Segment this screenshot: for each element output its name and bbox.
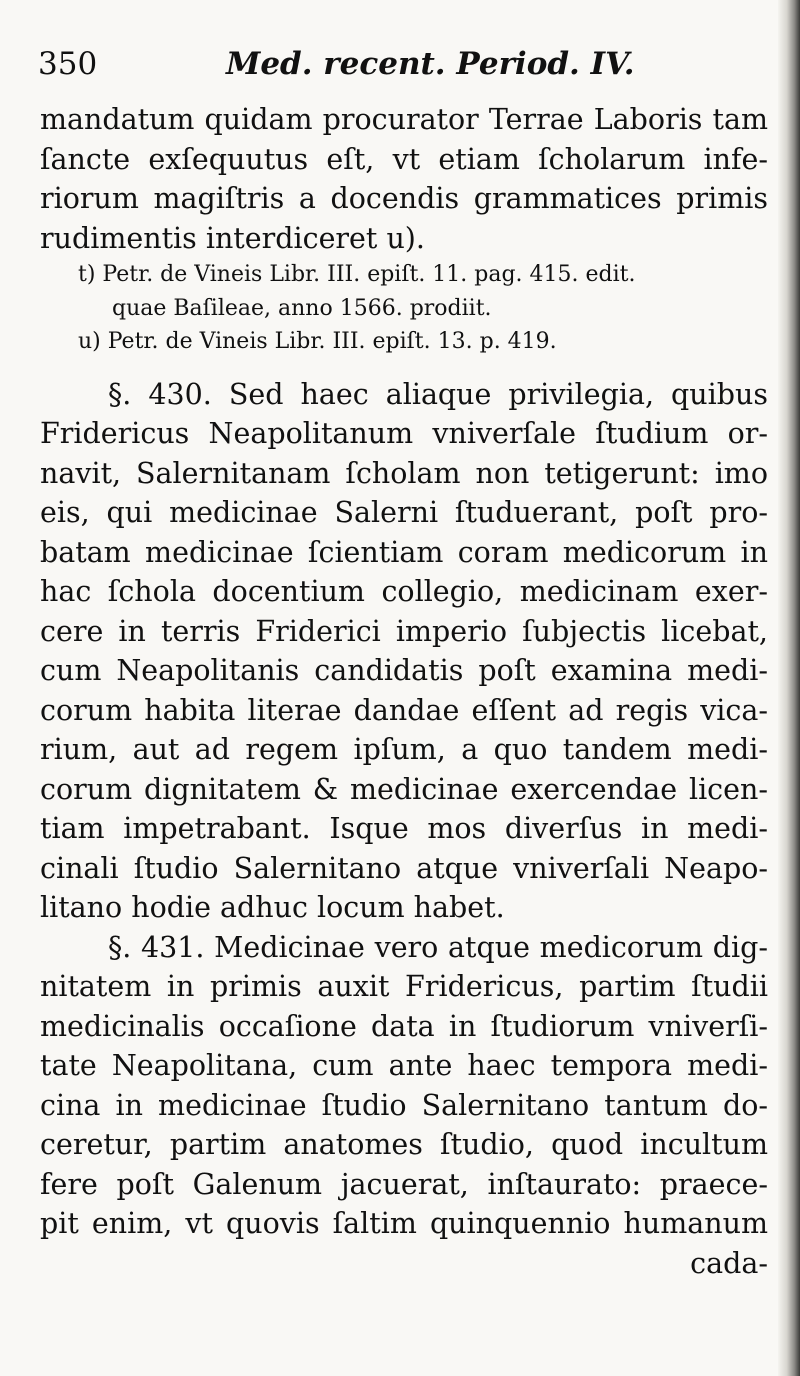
text-line: §. 430. Sed haec aliaque privilegia, quibus bbox=[108, 377, 768, 411]
footnote-t-continued: quae Baſileae, anno 1566. prodiit. bbox=[112, 295, 492, 321]
text-line: rudimentis interdiceret u). bbox=[40, 221, 425, 255]
catchword: cada- bbox=[690, 1246, 768, 1280]
text-line: medicinalis occaſione data in ſtudiorum vniverſi- bbox=[40, 1009, 768, 1043]
text-line: mandatum quidam procurator Terrae Laboris tam bbox=[40, 103, 768, 136]
text-line: §. 431. Medicinae vero atque medicorum dig- bbox=[108, 930, 768, 964]
text-line: eis, qui medicinae Salerni ſtuduerant, poſt pro- bbox=[40, 496, 768, 529]
text-line: ceretur, partim anatomes ſtudio, quod incultum bbox=[40, 1128, 768, 1161]
text-line: hac ſchola docentium collegio, medicinam exer- bbox=[40, 575, 768, 608]
text-line: tate Neapolitana, cum ante haec tempora medi- bbox=[40, 1049, 768, 1082]
section-430 bbox=[40, 375, 768, 928]
page-body bbox=[40, 100, 768, 1283]
section-431 bbox=[40, 928, 768, 1244]
text-line: riorum magiſtris a docendis grammatices primis bbox=[40, 182, 768, 215]
text-line: rium, aut ad regem ipſum, a quo tandem medi- bbox=[40, 733, 768, 766]
text-line: ſancte exſequutus eſt, vt etiam ſcholarum infe- bbox=[40, 142, 768, 176]
page-edge-shadow bbox=[778, 0, 800, 1376]
paragraph-continuation bbox=[40, 100, 768, 258]
text-line: litano hodie adhuc locum habet. bbox=[40, 891, 505, 924]
footnote-u: u) Petr. de Vineis Libr. III. epiſt. 13. p. 419. bbox=[78, 329, 557, 354]
footnote-t: t) Petr. de Vineis Libr. III. epiſt. 11. pag. 415. edit. bbox=[78, 262, 636, 287]
text-line: nitatem in primis auxit Fridericus, partim ſtudii bbox=[40, 970, 768, 1003]
text-line: cinali ſtudio Salernitano atque vniverſali Neapo- bbox=[40, 851, 768, 885]
page-header bbox=[38, 46, 778, 94]
page-number: 350 bbox=[38, 46, 98, 82]
text-line: tiam impetrabant. Isque mos diverſus in medi- bbox=[40, 812, 768, 845]
text-line: fere poſt Galenum jacuerat, inſtaurato: praece- bbox=[40, 1167, 768, 1201]
text-line: corum dignitatem & medicinae exercendae licen- bbox=[40, 772, 768, 806]
text-line: cina in medicinae ſtudio Salernitano tantum do- bbox=[40, 1088, 768, 1122]
text-line: Fridericus Neapolitanum vniverſale ſtudium or- bbox=[40, 417, 768, 450]
running-title: Med. recent. Period. IV. bbox=[226, 46, 635, 82]
section-spacer bbox=[40, 359, 768, 375]
text-line: navit, Salernitanam ſcholam non tetigerunt: imo bbox=[40, 456, 768, 490]
text-line: corum habita literae dandae eſſent ad regis vica- bbox=[40, 693, 768, 727]
footnotes bbox=[40, 258, 768, 359]
text-line: pit enim, vt quovis ſaltim quinquennio humanum bbox=[40, 1207, 768, 1240]
text-line: batam medicinae ſcientiam coram medicorum in bbox=[40, 535, 768, 569]
text-line: cum Neapolitanis candidatis poſt examina medi- bbox=[40, 654, 768, 687]
text-line: cere in terris Friderici imperio ſubjectis licebat, bbox=[40, 614, 768, 648]
